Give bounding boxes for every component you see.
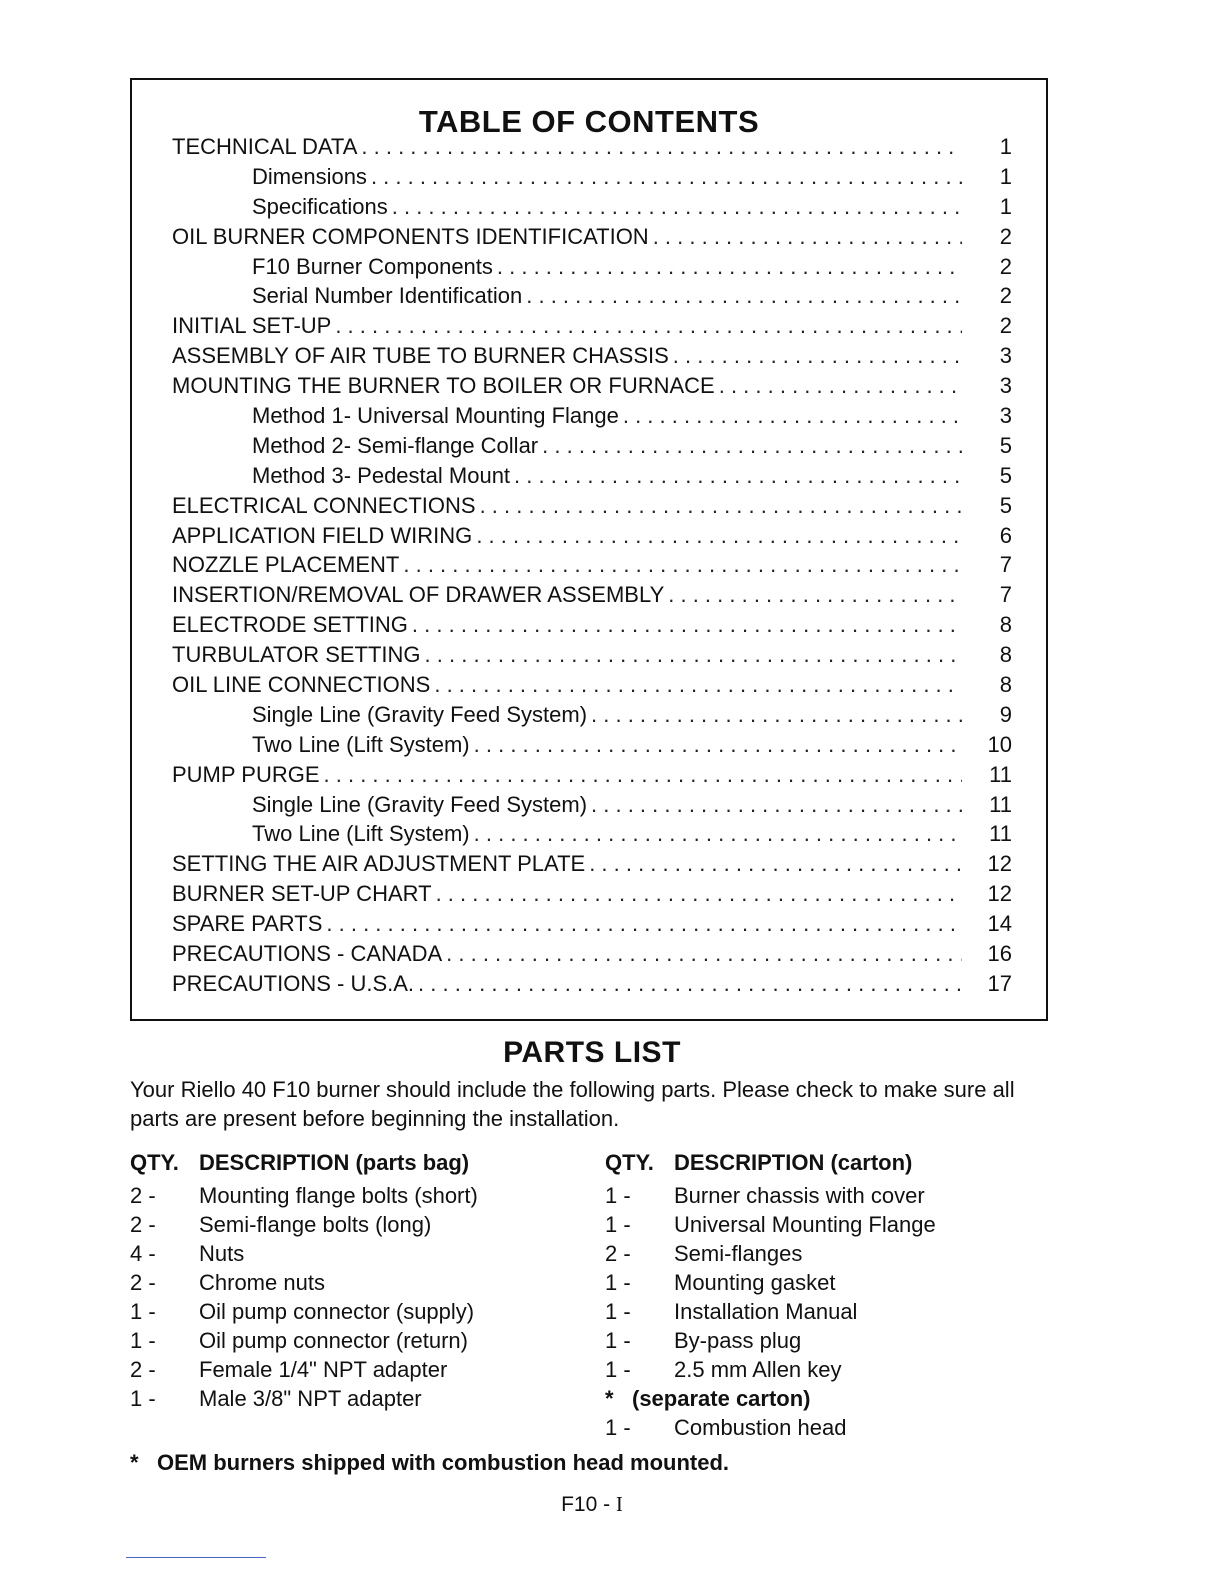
part-description: 2.5 mm Allen key <box>674 1356 842 1382</box>
toc-leader-dots <box>591 702 962 728</box>
toc-entry <box>172 760 1012 790</box>
part-qty: 1 - <box>130 1385 156 1411</box>
toc-entry-page: 16 <box>987 940 1012 966</box>
toc-leader-dots <box>673 343 962 369</box>
toc-entry <box>172 162 1012 192</box>
toc-leader-dots <box>542 433 962 459</box>
part-qty: 1 - <box>605 1298 631 1324</box>
toc-entry-page: 10 <box>987 731 1012 757</box>
qty-header: QTY. <box>605 1150 654 1175</box>
toc-list <box>172 132 1012 999</box>
part-qty: 2 - <box>130 1182 156 1208</box>
part-qty: 2 - <box>130 1269 156 1295</box>
page-number-prefix: F10 - <box>561 1493 616 1516</box>
toc-entry <box>172 550 1012 580</box>
toc-leader-dots <box>476 523 962 549</box>
toc-entry-page: 11 <box>989 821 1012 847</box>
toc-entry-text: INSERTION/REMOVAL OF DRAWER ASSEMBLY <box>172 582 665 608</box>
part-description: Semi-flange bolts (long) <box>199 1211 432 1237</box>
part-qty: 1 - <box>605 1327 631 1353</box>
toc-entry-text: Dimensions <box>252 163 367 189</box>
carton-list <box>605 1181 1045 1384</box>
part-description: Nuts <box>199 1240 245 1266</box>
toc-entry-text: SPARE PARTS <box>172 911 323 937</box>
toc-leader-dots <box>514 463 962 489</box>
part-description: By-pass plug <box>674 1327 802 1353</box>
toc-entry-page: 2 <box>999 223 1012 249</box>
toc-entry-text: PRECAUTIONS - U.S.A. <box>172 970 415 996</box>
part-item <box>130 1326 570 1355</box>
part-qty: 2 - <box>130 1356 156 1382</box>
part-qty: 1 - <box>605 1356 631 1382</box>
toc-entry <box>172 730 1012 760</box>
part-description: Mounting flange bolts (short) <box>199 1182 478 1208</box>
toc-entry <box>172 640 1012 670</box>
parts-list-title: PARTS LIST <box>503 1036 681 1069</box>
part-qty: 4 - <box>130 1240 156 1266</box>
part-item <box>605 1210 1045 1239</box>
toc-entry-page: 1 <box>999 133 1012 159</box>
part-item <box>605 1413 1045 1442</box>
toc-entry <box>172 431 1012 461</box>
part-description: Burner chassis with cover <box>674 1182 925 1208</box>
toc-leader-dots <box>474 732 962 758</box>
part-item <box>130 1268 570 1297</box>
part-item <box>130 1384 570 1413</box>
toc-entry <box>172 521 1012 551</box>
part-qty: 1 - <box>605 1414 631 1440</box>
toc-entry <box>172 610 1012 640</box>
toc-entry-page: 2 <box>999 313 1012 339</box>
toc-entry-page: 3 <box>999 402 1012 428</box>
toc-entry-text: MOUNTING THE BURNER TO BOILER OR FURNACE <box>172 373 715 399</box>
part-description: Chrome nuts <box>199 1269 325 1295</box>
toc-entry-text: BURNER SET-UP CHART <box>172 881 432 907</box>
toc-entry-page: 8 <box>999 612 1012 638</box>
toc-entry-page: 3 <box>999 343 1012 369</box>
carton-column <box>605 1148 1045 1442</box>
toc-entry-page: 8 <box>999 642 1012 668</box>
toc-entry <box>172 879 1012 909</box>
part-qty: 1 - <box>130 1298 156 1324</box>
toc-entry-text: SETTING THE AIR ADJUSTMENT PLATE <box>172 851 586 877</box>
toc-entry-page: 7 <box>999 582 1012 608</box>
toc-leader-dots <box>446 941 962 967</box>
toc-leader-dots <box>480 493 962 519</box>
toc-entry-text: Method 3- Pedestal Mount <box>252 462 511 488</box>
part-item <box>130 1239 570 1268</box>
toc-entry-page: 11 <box>989 761 1012 787</box>
toc-entry-page: 5 <box>999 432 1012 458</box>
part-qty: 1 - <box>605 1269 631 1295</box>
toc-entry <box>172 461 1012 491</box>
toc-entry <box>172 341 1012 371</box>
toc-entry <box>172 580 1012 610</box>
toc-leader-dots <box>497 254 962 280</box>
part-description: Mounting gasket <box>674 1269 836 1295</box>
part-description: Installation Manual <box>674 1298 858 1324</box>
part-item <box>130 1181 570 1210</box>
toc-entry-text: TECHNICAL DATA <box>172 133 358 159</box>
toc-leader-dots <box>719 373 962 399</box>
toc-entry-page: 12 <box>987 851 1012 877</box>
footnote-text: OEM burners shipped with combustion head mounted. <box>157 1450 730 1475</box>
toc-entry-page: 3 <box>999 373 1012 399</box>
part-item <box>605 1297 1045 1326</box>
toc-entry-text: ASSEMBLY OF AIR TUBE TO BURNER CHASSIS <box>172 343 669 369</box>
toc-entry-page: 12 <box>987 881 1012 907</box>
toc-entry <box>172 670 1012 700</box>
toc-entry-text: Single Line (Gravity Feed System) <box>252 791 588 817</box>
description-header: DESCRIPTION (carton) <box>674 1150 913 1175</box>
toc-leader-dots <box>326 911 962 937</box>
part-qty: 1 - <box>605 1182 631 1208</box>
separate-carton-text: (separate carton) <box>632 1385 811 1411</box>
toc-leader-dots <box>371 164 962 190</box>
toc-entry-page: 5 <box>999 462 1012 488</box>
toc-entry-text: PRECAUTIONS - CANADA <box>172 940 443 966</box>
parts-bag-header <box>130 1148 570 1178</box>
toc-entry-text: PUMP PURGE <box>172 761 320 787</box>
asterisk-marker: * <box>130 1450 139 1475</box>
toc-entry-page: 11 <box>989 791 1012 817</box>
toc-leader-dots <box>335 313 962 339</box>
toc-entry-page: 1 <box>999 163 1012 189</box>
part-description: Semi-flanges <box>674 1240 803 1266</box>
description-header: DESCRIPTION (parts bag) <box>199 1150 470 1175</box>
toc-entry <box>172 939 1012 969</box>
toc-leader-dots <box>623 403 962 429</box>
page-number-roman: I <box>615 1492 623 1516</box>
part-description: Combustion head <box>674 1414 847 1440</box>
toc-leader-dots <box>436 881 962 907</box>
toc-entry <box>172 281 1012 311</box>
toc-entry <box>172 969 1012 999</box>
toc-entry-text: Method 2- Semi-flange Collar <box>252 432 539 458</box>
toc-entry-text: Single Line (Gravity Feed System) <box>252 701 588 727</box>
part-item <box>130 1297 570 1326</box>
toc-entry <box>172 700 1012 730</box>
toc-leader-dots <box>474 821 962 847</box>
part-qty: 1 - <box>130 1327 156 1353</box>
toc-entry-page: 17 <box>987 970 1012 996</box>
part-description: Oil pump connector (return) <box>199 1327 468 1353</box>
toc-entry <box>172 252 1012 282</box>
part-item <box>130 1210 570 1239</box>
toc-entry <box>172 401 1012 431</box>
toc-leader-dots <box>653 224 962 250</box>
toc-entry-text: OIL LINE CONNECTIONS <box>172 671 431 697</box>
toc-entry <box>172 819 1012 849</box>
toc-entry-text: OIL BURNER COMPONENTS IDENTIFICATION <box>172 223 649 249</box>
toc-entry-text: Two Line (Lift System) <box>252 821 470 847</box>
toc-leader-dots <box>434 672 962 698</box>
part-qty: 2 - <box>605 1240 631 1266</box>
carton-header <box>605 1148 1045 1178</box>
toc-entry <box>172 132 1012 162</box>
toc-entry <box>172 909 1012 939</box>
toc-entry-text: Method 1- Universal Mounting Flange <box>252 402 619 428</box>
part-qty: 1 - <box>605 1211 631 1237</box>
toc-entry <box>172 491 1012 521</box>
toc-entry <box>172 790 1012 820</box>
toc-entry-page: 9 <box>999 701 1012 727</box>
toc-entry-page: 5 <box>999 492 1012 518</box>
toc-entry-text: APPLICATION FIELD WIRING <box>172 522 473 548</box>
separate-carton-list <box>605 1413 1045 1442</box>
part-description: Female 1/4" NPT adapter <box>199 1356 448 1382</box>
toc-entry-page: 6 <box>999 522 1012 548</box>
toc-leader-dots <box>418 971 962 997</box>
toc-entry-text: ELECTRODE SETTING <box>172 612 408 638</box>
toc-leader-dots <box>412 612 962 638</box>
toc-leader-dots <box>425 642 962 668</box>
toc-entry-text: ELECTRICAL CONNECTIONS <box>172 492 476 518</box>
parts-bag-column <box>130 1148 570 1413</box>
parts-intro-text: Your Riello 40 F10 burner should include the following parts. Please check to make sure all parts are present before beginning the installation. <box>130 1077 1015 1131</box>
toc-entry-page: 2 <box>999 253 1012 279</box>
separate-carton-label <box>605 1384 1045 1413</box>
toc-entry-page: 14 <box>987 911 1012 937</box>
toc-leader-dots <box>591 792 962 818</box>
divider <box>126 1557 266 1558</box>
part-item <box>605 1355 1045 1384</box>
toc-entry-page: 8 <box>999 671 1012 697</box>
toc-entry-text: NOZZLE PLACEMENT <box>172 552 400 578</box>
toc-entry <box>172 192 1012 222</box>
toc-leader-dots <box>589 851 962 877</box>
toc-leader-dots <box>392 194 962 220</box>
table-of-contents-box <box>130 78 1048 1021</box>
page-number <box>0 1492 1184 1517</box>
toc-entry-page: 7 <box>999 552 1012 578</box>
part-item <box>605 1181 1045 1210</box>
toc-entry <box>172 371 1012 401</box>
asterisk-marker: * <box>605 1385 614 1411</box>
toc-leader-dots <box>403 552 962 578</box>
part-description: Male 3/8" NPT adapter <box>199 1385 422 1411</box>
toc-entry-text: F10 Burner Components <box>252 253 493 279</box>
toc-leader-dots <box>324 762 962 788</box>
part-qty: 2 - <box>130 1211 156 1237</box>
parts-bag-list <box>130 1181 570 1413</box>
toc-leader-dots <box>361 134 962 160</box>
toc-entry-text: TURBULATOR SETTING <box>172 642 421 668</box>
toc-title: TABLE OF CONTENTS <box>418 104 760 139</box>
part-item <box>605 1268 1045 1297</box>
part-description: Oil pump connector (supply) <box>199 1298 475 1324</box>
toc-entry <box>172 311 1012 341</box>
toc-leader-dots <box>526 283 962 309</box>
toc-entry <box>172 849 1012 879</box>
footnote <box>130 1450 729 1476</box>
toc-leader-dots <box>668 582 962 608</box>
part-item <box>130 1355 570 1384</box>
part-item <box>605 1239 1045 1268</box>
toc-entry-text: Specifications <box>252 193 388 219</box>
toc-entry-page: 2 <box>999 283 1012 309</box>
toc-entry-text: Two Line (Lift System) <box>252 731 470 757</box>
toc-entry <box>172 222 1012 252</box>
toc-entry-text: Serial Number Identification <box>252 283 523 309</box>
part-item <box>605 1326 1045 1355</box>
qty-header: QTY. <box>130 1150 179 1175</box>
part-description: Universal Mounting Flange <box>674 1211 936 1237</box>
toc-entry-page: 1 <box>999 193 1012 219</box>
toc-entry-text: INITIAL SET-UP <box>172 313 332 339</box>
